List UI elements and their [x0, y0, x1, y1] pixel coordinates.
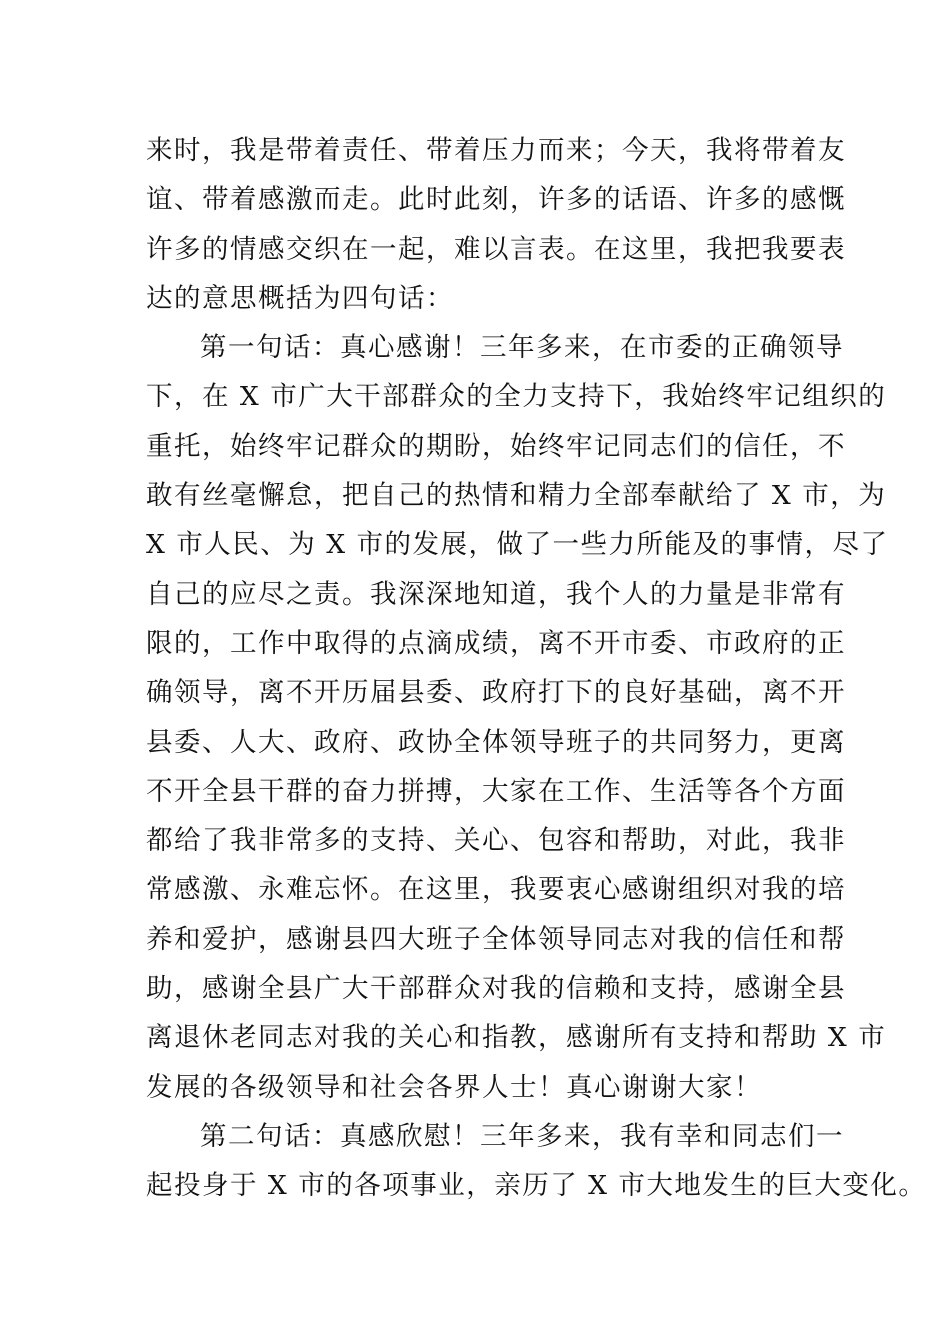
text-line: 重托，始终牢记群众的期盼，始终牢记同志们的信任，不 — [146, 430, 846, 462]
text-line: X 市人民、为 X 市的发展，做了一些力所能及的事情，尽了 — [146, 529, 889, 561]
text-line: 起投身于 X 市的各项事业，亲历了 X 市大地发生的巨大变化。 — [146, 1170, 927, 1202]
text-line: 敢有丝毫懈怠，把自己的热情和精力全部奉献给了 X 市，为 — [146, 480, 887, 512]
text-line: 助，感谢全县广大干部群众对我的信赖和支持，感谢全县 — [146, 973, 846, 1005]
text-line: 下，在 X 市广大干部群众的全力支持下，我始终牢记组织的 — [146, 381, 887, 413]
text-line: 自己的应尽之责。我深深地知道，我个人的力量是非常有 — [146, 578, 846, 610]
document-body — [146, 126, 927, 1211]
text-line: 养和爱护，感谢县四大班子全体领导同志对我的信任和帮 — [146, 923, 846, 955]
text-line: 第二句话：真感欣慰！三年多来，我有幸和同志们一 — [200, 1120, 844, 1152]
text-line: 来时，我是带着责任、带着压力而来；今天，我将带着友 — [146, 135, 846, 166]
text-line: 确领导，离不开历届县委、政府打下的良好基础，离不开 — [146, 677, 846, 709]
text-line: 谊、带着感激而走。此时此刻，许多的话语、许多的感慨 — [146, 184, 846, 216]
text-line: 不开全县干群的奋力拼搏，大家在工作、生活等各个方面 — [146, 775, 846, 807]
text-line: 限的，工作中取得的点滴成绩，离不开市委、市政府的正 — [146, 627, 846, 659]
text-line: 许多的情感交织在一起，难以言表。在这里，我把我要表 — [146, 233, 846, 265]
text-line: 发展的各级领导和社会各界人士！真心谢谢大家！ — [146, 1071, 762, 1103]
text-line: 都给了我非常多的支持、关心、包容和帮助，对此，我非 — [146, 825, 846, 857]
text-line: 离退休老同志对我的关心和指教，感谢所有支持和帮助 X 市 — [146, 1022, 887, 1054]
text-line: 第一句话：真心感谢！三年多来，在市委的正确领导 — [200, 332, 844, 364]
text-line: 达的意思概括为四句话： — [146, 282, 454, 314]
text-line: 县委、人大、政府、政协全体领导班子的共同努力，更离 — [146, 726, 846, 758]
text-line: 常感激、永难忘怀。在这里，我要衷心感谢组织对我的培 — [146, 874, 846, 906]
